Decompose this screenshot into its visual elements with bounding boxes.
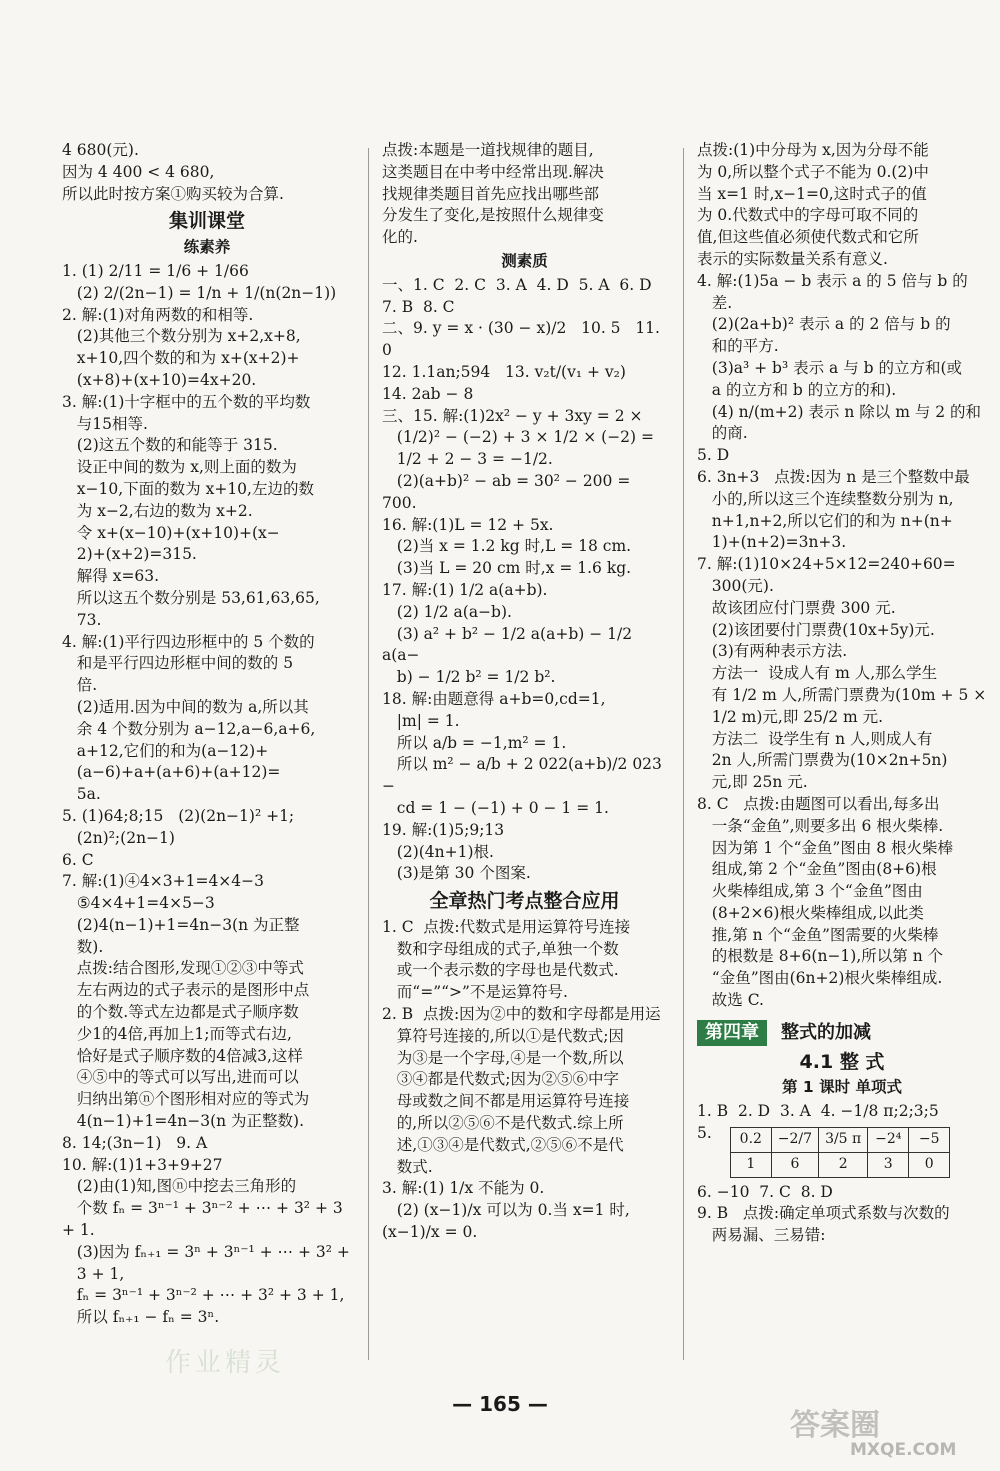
table-row bbox=[730, 1152, 949, 1177]
answer-line: 1. B 2. D 3. A 4. −1/8 π;2;3;5 bbox=[697, 1102, 939, 1121]
answer-line: 点拨:(1)中分母为 x,因为分母不能 bbox=[697, 141, 929, 159]
answer-line: 这类题目在中考中经常出现.解决 bbox=[382, 162, 604, 181]
answer-line: 2. B 点拨:因为②中的数和字母都是用运 bbox=[382, 1005, 661, 1024]
answer-line: 3 + 1, bbox=[62, 1264, 125, 1283]
answer-line: 左右两边的式子表示的是图形中点 bbox=[62, 981, 310, 1000]
watermark-left: 作业精灵 bbox=[165, 1348, 286, 1378]
answer-line: (2) 1/2 a(a−b). bbox=[382, 602, 512, 621]
answer-line: 或一个表示数的字母也是代数式. bbox=[382, 961, 619, 980]
answer-line: 有 1/2 m 人,所需门票费为(10m + 5 × bbox=[697, 685, 987, 704]
watermark-right: 答案圈 bbox=[790, 1408, 880, 1443]
answer-line: 的商. bbox=[697, 424, 748, 443]
answer-line: 2n 人,所需门票费为(10×2n+5n) bbox=[697, 751, 948, 770]
answer-line: 点拨:本题是一道找规律的题目, bbox=[382, 141, 594, 159]
answer-line: 5. (1)64;8;15 (2)(2n−1)² +1; bbox=[62, 806, 295, 825]
answer-line: (4) n/(m+2) 表示 n 除以 m 与 2 的和 bbox=[697, 402, 982, 421]
answer-line: (2)当 x = 1.2 kg 时,L = 18 cm. bbox=[382, 537, 632, 556]
answer-line: 2. 解:(1)对角两数的和相等. bbox=[62, 305, 254, 324]
answer-line: 值,但这些值必须使代数式和它所 bbox=[697, 228, 919, 247]
answer-line: 找规律类题目首先应找出哪些部 bbox=[382, 184, 600, 203]
answer-line: 两易漏、三易错: bbox=[697, 1226, 826, 1245]
answer-line: 故该团应付门票费 300 元. bbox=[697, 598, 896, 617]
answer-line: (2)适用.因为中间的数为 a,所以其 bbox=[62, 697, 309, 716]
answer-line: 8. 14;(3n−1) 9. A bbox=[62, 1133, 208, 1152]
answer-line: 1. C 点拨:代数式是用运算符号连接 bbox=[382, 917, 631, 936]
answer-line: 数式. bbox=[382, 1157, 433, 1176]
answer-line: a+12,它们的和为(a−12)+ bbox=[62, 741, 269, 760]
answer-line: 一条“金鱼”,则要多出 6 根火柴棒. bbox=[697, 816, 944, 835]
answer-line: 5a. bbox=[62, 785, 101, 804]
answer-line: 4 680(元). bbox=[62, 141, 139, 159]
intro-block bbox=[62, 140, 352, 205]
answer-line: 6. −10 7. C 8. D bbox=[697, 1182, 833, 1201]
answer-line: 方法二 设学生有 n 人,则成人有 bbox=[697, 729, 933, 748]
answer-line: 二、9. y = x · (30 − x)/2 10. 5 11. 0 bbox=[382, 319, 665, 360]
answer-line: 三、15. 解:(1)2x² − y + 3xy = 2 × bbox=[382, 406, 643, 425]
column-2 bbox=[382, 140, 667, 1244]
answer-list bbox=[382, 917, 667, 1244]
table-row bbox=[730, 1128, 949, 1153]
answer-line: 6. C bbox=[62, 850, 94, 869]
answer-line: (2)由(1)知,图ⓝ中挖去三角形的 bbox=[62, 1177, 297, 1196]
answer-list bbox=[62, 261, 352, 1329]
answer-line: 火柴棒组成,第 3 个“金鱼”图由 bbox=[697, 882, 923, 901]
answer-line: 当 x=1 时,x−1=0,这时式子的值 bbox=[697, 184, 927, 203]
answer-line: 17. 解:(1) 1/2 a(a+b). bbox=[382, 580, 548, 599]
answer-line: 3. 解:(1)十字框中的五个数的平均数 bbox=[62, 392, 311, 411]
answer-line: (2) 2/(2n−1) = 1/n + 1/(n(2n−1)) bbox=[62, 283, 337, 302]
table-cell: 2 bbox=[819, 1152, 868, 1177]
answer-line: 所以这五个数分别是 53,61,63,65, bbox=[62, 588, 320, 607]
answer-line: 的个数.等式左边都是式子顺序数 bbox=[62, 1003, 299, 1022]
answer-line: a 的立方和 b 的立方的和). bbox=[697, 380, 897, 399]
table-cell: −2/7 bbox=[771, 1128, 818, 1153]
answer-line: 算符号连接的,所以①是代数式;因 bbox=[382, 1026, 624, 1045]
answer-line: 300(元). bbox=[697, 576, 774, 595]
answer-line: 16. 解:(1)L = 12 + 5x. bbox=[382, 515, 554, 534]
answer-line: 7. 解:(1)10×24+5×12=240+60= bbox=[697, 555, 956, 574]
table-cell: 6 bbox=[771, 1152, 818, 1177]
answer-line: (2n)²;(2n−1) bbox=[62, 828, 175, 847]
answer-line: (8+2×6)根火柴棒组成,以此类 bbox=[697, 903, 924, 922]
answer-line: 化的. bbox=[382, 228, 418, 247]
answer-line: x−10,下面的数为 x+10,左边的数 bbox=[62, 479, 314, 498]
answer-line: “金鱼”图由(6n+2)根火柴棒组成. bbox=[697, 969, 943, 988]
answer-line: 元,即 25n 元. bbox=[697, 773, 808, 792]
answer-line: (2)(4n+1)根. bbox=[382, 842, 494, 861]
answer-line: 所以 a/b = −1,m² = 1. bbox=[382, 733, 567, 752]
section-title: 全章热门考点整合应用 bbox=[429, 890, 620, 913]
answer-line: 7. B 8. C bbox=[382, 297, 455, 316]
answer-line: 19. 解:(1)5;9;13 bbox=[382, 820, 505, 839]
answer-line: 令 x+(x−10)+(x+10)+(x− bbox=[62, 523, 280, 542]
answer-line: 与15相等. bbox=[62, 414, 148, 433]
answer-line: 母或数之间不都是用运算符号连接 bbox=[382, 1092, 630, 1111]
answer-line: 6. 3n+3 点拨:因为 n 是三个整数中最 bbox=[697, 467, 970, 486]
answer-line: 恰好是式子顺序数的4倍减3,这样 bbox=[62, 1046, 303, 1065]
answer-line: 表示的实际数量关系有意义. bbox=[697, 249, 888, 268]
answer-line: 故选 C. bbox=[697, 991, 764, 1010]
answer-line: 倍. bbox=[62, 676, 98, 695]
answer-line: 10. 解:(1)1+3+9+27 bbox=[62, 1155, 223, 1174]
answer-line: (3)a³ + b³ 表示 a 与 b 的立方和(或 bbox=[697, 358, 963, 377]
answer-line: 3. 解:(1) 1/x 不能为 0. bbox=[382, 1179, 545, 1198]
answer-line: 2)+(x+2)=315. bbox=[62, 545, 197, 564]
answer-line: 所以 m² − a/b + 2 022(a+b)/2 023 − bbox=[382, 755, 667, 796]
answer-line: 点拨:结合图形,发现①②③中等式 bbox=[62, 959, 304, 978]
answer-line: 12. 1.1an;594 13. v₂t/(v₁ + v₂) bbox=[382, 362, 626, 381]
table-cell: 3 bbox=[868, 1152, 909, 1177]
answer-line: 一、1. C 2. C 3. A 4. D 5. A 6. D bbox=[382, 275, 652, 294]
chapter-number: 第四章 bbox=[697, 1020, 767, 1046]
answer-line: 分发生了变化,是按照什么规律变 bbox=[382, 206, 604, 225]
answer-line: (3)有两种表示方法. bbox=[697, 642, 848, 661]
answer-line: 数和字母组成的式子,单独一个数 bbox=[382, 939, 619, 958]
answer-table bbox=[730, 1127, 950, 1178]
answer-line: 所以此时按方案①购买较为合算. bbox=[62, 184, 284, 203]
answer-line: (3)是第 30 个图案. bbox=[382, 864, 531, 883]
chapter-header bbox=[697, 1020, 987, 1046]
answer-line: 1. (1) 2/11 = 1/6 + 1/66 bbox=[62, 261, 249, 280]
section-title: 4.1 整 式 bbox=[799, 1050, 885, 1073]
column-divider-2 bbox=[683, 148, 684, 1360]
answer-line: 余 4 个数分别为 a−12,a−6,a+6, bbox=[62, 719, 316, 738]
answer-line: 归纳出第ⓝ个图形相对应的等式为 bbox=[62, 1090, 310, 1109]
answer-line: (2)这五个数的和能等于 315. bbox=[62, 436, 278, 455]
answer-line: 14. 2ab − 8 bbox=[382, 384, 474, 403]
subsection-title: 测素质 bbox=[501, 251, 548, 270]
answer-line: 差. bbox=[697, 293, 733, 312]
answer-line: (2)(a+b)² − ab = 30² − 200 = 700. bbox=[382, 471, 636, 512]
subsection-title: 练素养 bbox=[183, 238, 231, 257]
answer-line: 为 0.代数式中的字母可取不同的 bbox=[697, 206, 919, 225]
table-cell: 3/5 π bbox=[819, 1128, 868, 1153]
answer-line: 少1的4倍,再加上1;而等式右边, bbox=[62, 1024, 292, 1043]
answer-line: 推,第 n 个“金鱼”图需要的火柴棒 bbox=[697, 925, 939, 944]
answer-list bbox=[697, 1101, 987, 1123]
answer-line: 5. D bbox=[697, 446, 730, 465]
answer-line: 4(n−1)+1=4n−3(n 为正整数). bbox=[62, 1112, 305, 1131]
table-cell: 0 bbox=[909, 1152, 950, 1177]
answer-line: 18. 解:由题意得 a+b=0,cd=1, bbox=[382, 689, 606, 708]
answer-list bbox=[382, 275, 667, 885]
answer-line: (x+8)+(x+10)=4x+20. bbox=[62, 370, 257, 389]
answer-line: 1)+(n+2)=3n+3. bbox=[697, 533, 847, 552]
answer-line: (2)4(n−1)+1=4n−3(n 为正整 bbox=[62, 915, 300, 934]
table-label: 5. bbox=[697, 1124, 712, 1143]
answer-line: 所以 fₙ₊₁ − fₙ = 3ⁿ. bbox=[62, 1308, 220, 1327]
answer-line: 的根数是 8+6(n−1),所以第 n 个 bbox=[697, 947, 944, 966]
answer-line: ④⑤中的等式可以写出,进而可以 bbox=[62, 1068, 299, 1087]
answer-line: 1/2 + 2 − 3 = −1/2. bbox=[382, 450, 553, 469]
answer-line: 为③是一个字母,④是一个数,所以 bbox=[382, 1048, 624, 1067]
column-3 bbox=[697, 140, 987, 1247]
answer-line: (1/2)² − (−2) + 3 × 1/2 × (−2) = bbox=[382, 428, 655, 447]
answer-line: (3)因为 fₙ₊₁ = 3ⁿ + 3ⁿ⁻¹ + ⋯ + 3² + bbox=[62, 1242, 350, 1261]
table-cell: −5 bbox=[909, 1128, 950, 1153]
answer-line: 为 x−2,右边的数为 x+2. bbox=[62, 501, 253, 520]
answer-line: 4. 解:(1)平行四边形框中的 5 个数的 bbox=[62, 632, 315, 651]
answer-line: 小的,所以这三个连续整数分别为 n, bbox=[697, 489, 954, 508]
answer-line: 和的平方. bbox=[697, 337, 779, 356]
page-number: — 165 — bbox=[452, 1392, 548, 1416]
answer-line: 述,①③④是代数式,②⑤⑥不是代 bbox=[382, 1135, 624, 1154]
answer-line: (2)其他三个数分别为 x+2,x+8, bbox=[62, 327, 301, 346]
answer-line: 个数 fₙ = 3ⁿ⁻¹ + 3ⁿ⁻² + ⋯ + 3² + 3 + 1. bbox=[62, 1199, 348, 1240]
answer-line: 为 0,所以整个式子不能为 0.(2)中 bbox=[697, 162, 929, 181]
answer-line: ③④都是代数式;因为②⑤⑥中字 bbox=[382, 1070, 620, 1089]
answer-line: (2)(2a+b)² 表示 a 的 2 倍与 b 的 bbox=[697, 315, 951, 334]
answer-line: (a−6)+a+(a+6)+(a+12)= bbox=[62, 763, 281, 782]
answer-line: cd = 1 − (−1) + 0 − 1 = 1. bbox=[382, 798, 609, 817]
chapter-title: 整式的加减 bbox=[781, 1021, 871, 1043]
answer-line: 1/2 m)元,即 25/2 m 元. bbox=[697, 707, 884, 726]
answer-line: 而“=”“>”不是运算符号. bbox=[382, 983, 568, 1002]
watermark-url: MXQE.COM bbox=[850, 1440, 957, 1460]
answer-line: n+1,n+2,所以它们的和为 n+(n+ bbox=[697, 511, 953, 530]
answer-line: 设正中间的数为 x,则上面的数为 bbox=[62, 458, 297, 477]
answer-line: b) − 1/2 b² = 1/2 b². bbox=[382, 668, 556, 687]
answer-line: 方法一 设成人有 m 人,那么学生 bbox=[697, 664, 938, 683]
answer-line: (3)当 L = 20 cm 时,x = 1.6 kg. bbox=[382, 559, 632, 578]
table-cell: −2⁴ bbox=[868, 1128, 909, 1153]
hint-block bbox=[382, 140, 667, 249]
answer-line: 8. C 点拨:由题图可以看出,每多出 bbox=[697, 794, 940, 813]
table-cell: 1 bbox=[730, 1152, 771, 1177]
answer-line: ⑤4×4+1=4×5−3 bbox=[62, 894, 215, 913]
answer-list bbox=[697, 140, 987, 1012]
answer-line: (2) (x−1)/x 可以为 0.当 x=1 时, (x−1)/x = 0. bbox=[382, 1201, 635, 1242]
section-title: 集训课堂 bbox=[168, 210, 245, 233]
answer-line: 7. 解:(1)④4×3+1=4×4−3 bbox=[62, 872, 264, 891]
answer-line: (3) a² + b² − 1/2 a(a+b) − 1/2 a(a− bbox=[382, 624, 638, 665]
answer-line: fₙ = 3ⁿ⁻¹ + 3ⁿ⁻² + ⋯ + 3² + 3 + 1, bbox=[62, 1286, 345, 1305]
answer-line: 组成,第 2 个“金鱼”图由(8+6)根 bbox=[697, 860, 937, 879]
answer-line: 数). bbox=[62, 937, 104, 956]
answer-line: x+10,四个数的和为 x+(x+2)+ bbox=[62, 349, 300, 368]
lesson-title: 第 1 课时 单项式 bbox=[782, 1078, 902, 1097]
answer-line: 的,所以②⑤⑥不是代数式.综上所 bbox=[382, 1114, 624, 1133]
answer-list bbox=[697, 1182, 987, 1247]
answer-line: 和是平行四边形框中间的数的 5 bbox=[62, 654, 294, 673]
answer-table-block bbox=[697, 1123, 987, 1182]
answer-line: 9. B 点拨:确定单项式系数与次数的 bbox=[697, 1204, 950, 1223]
table-cell: 0.2 bbox=[730, 1128, 771, 1153]
answer-line: 73. bbox=[62, 610, 102, 629]
answer-line: |m| = 1. bbox=[382, 711, 460, 730]
answer-line: 解得 x=63. bbox=[62, 567, 160, 586]
answer-line: 4. 解:(1)5a − b 表示 a 的 5 倍与 b 的 bbox=[697, 271, 968, 290]
answer-line: (2)该团要付门票费(10x+5y)元. bbox=[697, 620, 935, 639]
column-divider-1 bbox=[368, 148, 369, 1360]
answer-line: 因为第 1 个“金鱼”图由 8 根火柴棒 bbox=[697, 838, 954, 857]
answer-line: 因为 4 400 < 4 680, bbox=[62, 162, 215, 181]
column-1 bbox=[62, 140, 352, 1329]
